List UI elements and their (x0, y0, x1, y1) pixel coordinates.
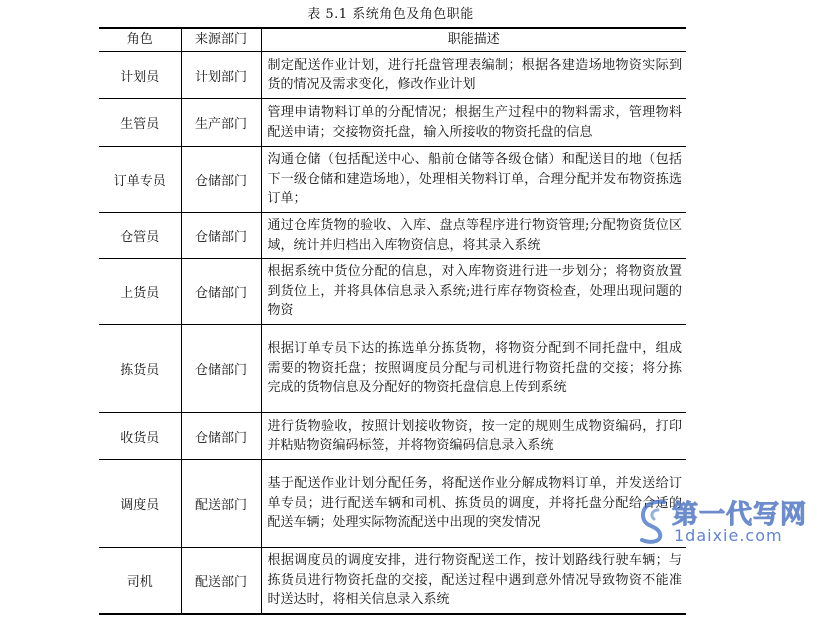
role-cell: 司机 (99, 548, 181, 614)
table-body (99, 52, 686, 614)
role-cell: 生管员 (99, 99, 181, 147)
department-cell: 配送部门 (181, 460, 261, 548)
department-cell: 仓储部门 (181, 147, 261, 213)
description-cell: 根据系统中货位分配的信息，对入库物资进行进一步划分；将物资放置到货位上，并将具体信息录入系统;进行库存物资检查，处理出现问题的物资 (261, 259, 686, 325)
department-cell: 配送部门 (181, 548, 261, 614)
roles-table (99, 27, 686, 615)
header-description: 职能描述 (261, 28, 686, 52)
watermark-url: 1daixie.com (674, 526, 783, 545)
role-cell: 上货员 (99, 259, 181, 325)
watermark-title: 第一代写网 (672, 500, 808, 530)
table-header (99, 28, 686, 52)
department-cell: 仓储部门 (181, 213, 261, 259)
table-row (99, 147, 686, 213)
header-role: 角色 (99, 28, 181, 52)
table-row (99, 325, 686, 413)
table-row (99, 413, 686, 460)
role-cell: 计划员 (99, 52, 181, 99)
table-row (99, 548, 686, 614)
table-caption: 表 5.1 系统角色及角色职能 (307, 7, 474, 22)
description-cell: 沟通仓储（包括配送中心、船前仓储等各级仓储）和配送目的地（包括下一级仓储和建造场地），处理相关物料订单，合理分配并发布物资拣选订单； (261, 147, 686, 213)
table-row (99, 99, 686, 147)
description-cell: 根据订单专员下达的拣选单分拣货物，将物资分配到不同托盘中，组成需要的物资托盘；按照调度员分配与司机进行物资托盘的交接；将分拣完成的货物信息及分配好的物资托盘信息上传到系统 (261, 325, 686, 413)
department-cell: 仓储部门 (181, 259, 261, 325)
role-cell: 订单专员 (99, 147, 181, 213)
role-cell: 调度员 (99, 460, 181, 548)
role-cell: 拣货员 (99, 325, 181, 413)
description-cell: 根据调度员的调度安排，进行物资配送工作，按计划路线行驶车辆；与拣货员进行物资托盘的交接，配送过程中遇到意外情况导致物资不能准时送达时，将相关信息录入系统 (261, 548, 686, 614)
department-cell: 生产部门 (181, 99, 261, 147)
description-cell: 制定配送作业计划，进行托盘管理表编制；根据各建造场地物资实际到货的情况及需求变化，修改作业计划 (261, 52, 686, 99)
table-row (99, 259, 686, 325)
header-row (99, 28, 686, 52)
description-cell: 基于配送作业计划分配任务，将配送作业分解成物料订单，并发送给订单专员；进行配送车辆和司机、拣货员的调度，并将托盘分配给合适的配送车辆；处理实际物流配送中出现的突发情况 (261, 460, 686, 548)
role-cell: 仓管员 (99, 213, 181, 259)
department-cell: 仓储部门 (181, 325, 261, 413)
description-cell: 进行货物验收，按照计划接收物资，按一定的规则生成物资编码，打印并粘贴物资编码标签，并将物资编码信息录入系统 (261, 413, 686, 460)
table-row (99, 460, 686, 548)
table-row (99, 52, 686, 99)
role-cell: 收货员 (99, 413, 181, 460)
table-row (99, 213, 686, 259)
header-department: 来源部门 (181, 28, 261, 52)
department-cell: 计划部门 (181, 52, 261, 99)
department-cell: 仓储部门 (181, 413, 261, 460)
description-cell: 通过仓库货物的验收、入库、盘点等程序进行物资管理;分配物资货位区域，统计并归档出入库物资信息，将其录入系统 (261, 213, 686, 259)
description-cell: 管理申请物料订单的分配情况；根据生产过程中的物料需求，管理物料配送申请；交接物资托盘，输入所接收的物资托盘的信息 (261, 99, 686, 147)
